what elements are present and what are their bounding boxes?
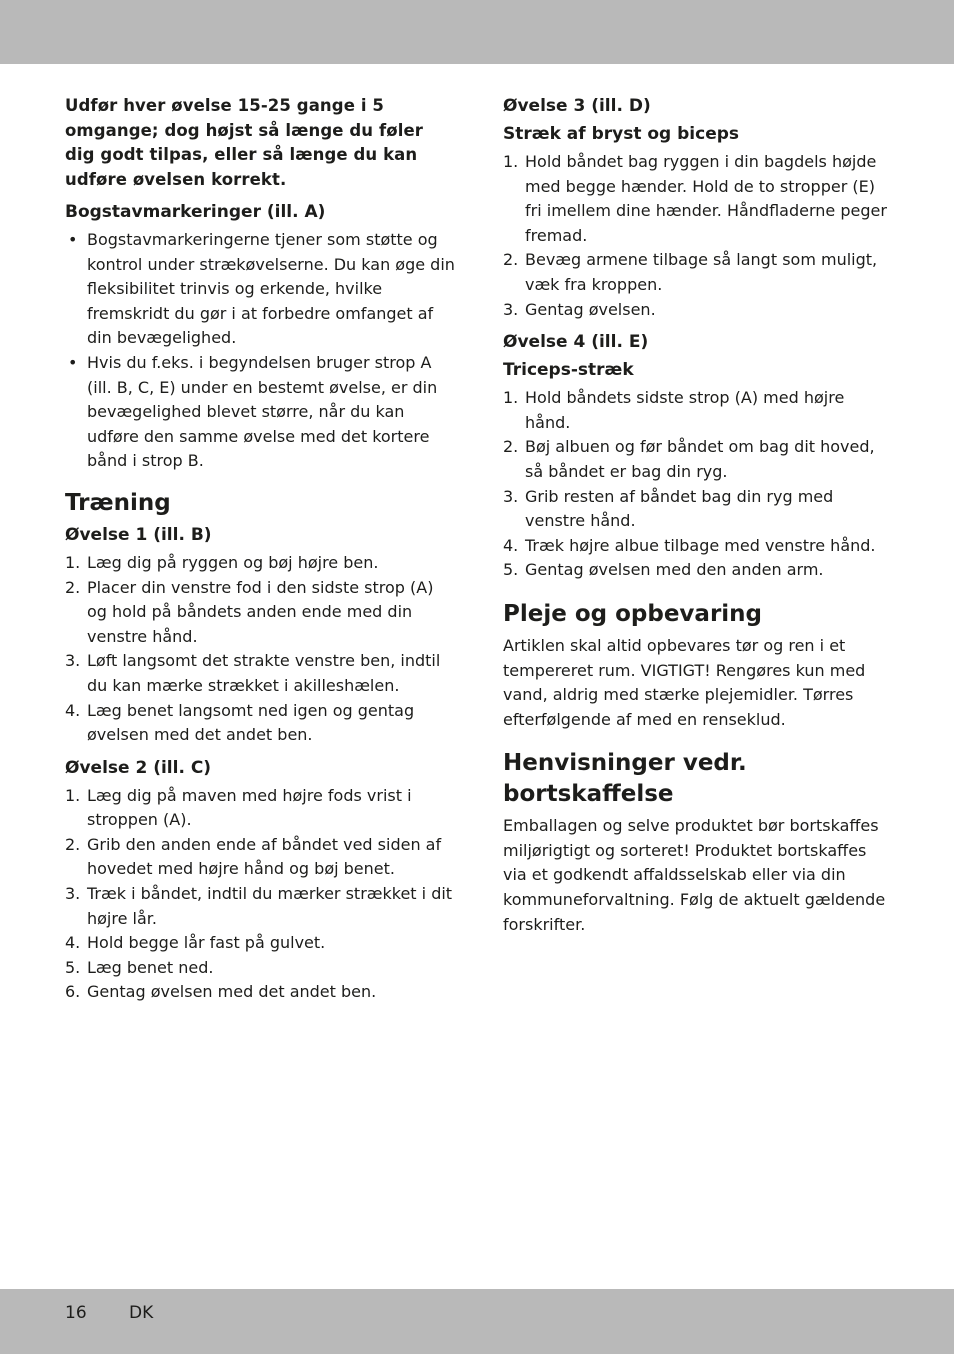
exercise-4-steps (503, 386, 893, 583)
exercise-3-steps (503, 150, 893, 322)
left-column (65, 94, 455, 1011)
list-item: 3. Gentag øvelsen. (503, 299, 656, 319)
exercise-3-subheading: Stræk af bryst og biceps (503, 124, 740, 144)
care-text: Artiklen skal altid opbevares tør og ren i et tempereret rum. VIGTIGT! Rengøres kun med vand, aldrig med stærke plejemidler. Tørres efterfølgende af med en renseklud. (503, 635, 866, 729)
list-item: 2. Placer din venstre fod i den sidste strop (A) og hold på båndets anden ende med din venstre hånd. (65, 577, 434, 646)
bullet: • (68, 230, 78, 249)
exercise-2-steps (65, 784, 455, 1005)
list-item: 4. Hold begge lår fast på gulvet. (65, 933, 326, 953)
list-item: 2. Bevæg armene tilbage så langt som muligt, væk fra kroppen. (503, 250, 878, 294)
list-item: 3. Træk i båndet, indtil du mærker strækket i dit højre lår. (65, 884, 453, 928)
bullet: • (68, 352, 78, 372)
care-heading: Pleje og opbevaring (503, 600, 763, 627)
list-item: 3. Grib resten af båndet bag din ryg med venstre hånd. (503, 486, 834, 531)
list-item: • Bogstavmarkeringerne tjener som støtte og kontrol under strækøvelserne. Du kan øge din fleksibilitet trinvis og erkende, hvilke fremskridt du gør i at forbedre omfanget af din bevægelighed. (68, 230, 455, 348)
list-item: 2. Bøj albuen og før båndet om bag dit hoved, så båndet er bag din ryg. (503, 437, 875, 481)
intro-text: Udfør hver øvelse 15-25 gange i 5 omgange; dog højst så længe du føler dig godt tilpas, eller så længe du kan udføre øvelsen korrekt. (65, 96, 423, 189)
exercise-3-heading: Øvelse 3 (ill. D) (503, 96, 651, 116)
list-item: 1. Hold båndet bag ryggen i din bagdels højde med begge hænder. Hold de to stropper (E) fri imellem dine hænder. Håndfladerne peger fremad. (503, 152, 887, 245)
header-band (0, 0, 954, 64)
disposal-heading-line-1: Henvisninger vedr. (503, 750, 747, 777)
disposal-text: Emballagen og selve produktet bør bortskaffes miljørigtigt og sorteret! Produktet bortskaffes via et godkendt affaldsselskab eller via din kommuneforvaltning. Følg de aktuelt gældende forskrifter. (503, 816, 886, 934)
list-item: 4. Træk højre albue tilbage med venstre hånd. (503, 535, 876, 555)
exercise-4-heading: Øvelse 4 (ill. E) (503, 332, 649, 353)
exercise-4-subheading: Triceps-stræk (503, 360, 634, 381)
markings-heading: Bogstavmarkeringer (ill. A) (65, 202, 326, 222)
list-item: 5. Gentag øvelsen med den anden arm. (503, 560, 824, 580)
list-item: 6. Gentag øvelsen med det andet ben. (65, 982, 377, 1002)
list-item: 3. Løft langsomt det strakte venstre ben, indtil du kan mærke strækket i akilleshælen. (65, 651, 441, 695)
page-number: 16 (65, 1303, 87, 1323)
list-item: 4. Læg benet langsomt ned igen og gentag øvelsen med det andet ben. (65, 700, 415, 745)
list-item: 2. Grib den anden ende af båndet ved siden af hovedet med højre hånd og bøj benet. (65, 834, 442, 879)
exercise-2-heading: Øvelse 2 (ill. C) (65, 757, 212, 778)
list-item: 1. Hold båndets sidste strop (A) med højre hånd. (503, 388, 845, 432)
disposal-heading (503, 748, 893, 810)
exercise-1-heading: Øvelse 1 (ill. B) (65, 524, 212, 545)
exercise-1-steps (65, 551, 455, 748)
list-item: 5. Læg benet ned. (65, 957, 214, 977)
list-item: 1. Læg dig på maven med højre fods vrist i stroppen (A). (65, 785, 412, 830)
list-item: 1. Læg dig på ryggen og bøj højre ben. (65, 552, 379, 572)
right-column (503, 94, 893, 945)
disposal-heading-line-2: bortskaffelse (503, 781, 674, 808)
training-heading: Træning (65, 489, 171, 516)
markings-list (65, 228, 455, 474)
language-code: DK (129, 1303, 154, 1323)
list-item: • Hvis du f.eks. i begyndelsen bruger strop A (ill. B, C, E) under en bestemt øvelse, er din bevægelighed blevet større, når du kan udføre den samme øvelse med det kortere bånd i strop B. (68, 352, 438, 471)
